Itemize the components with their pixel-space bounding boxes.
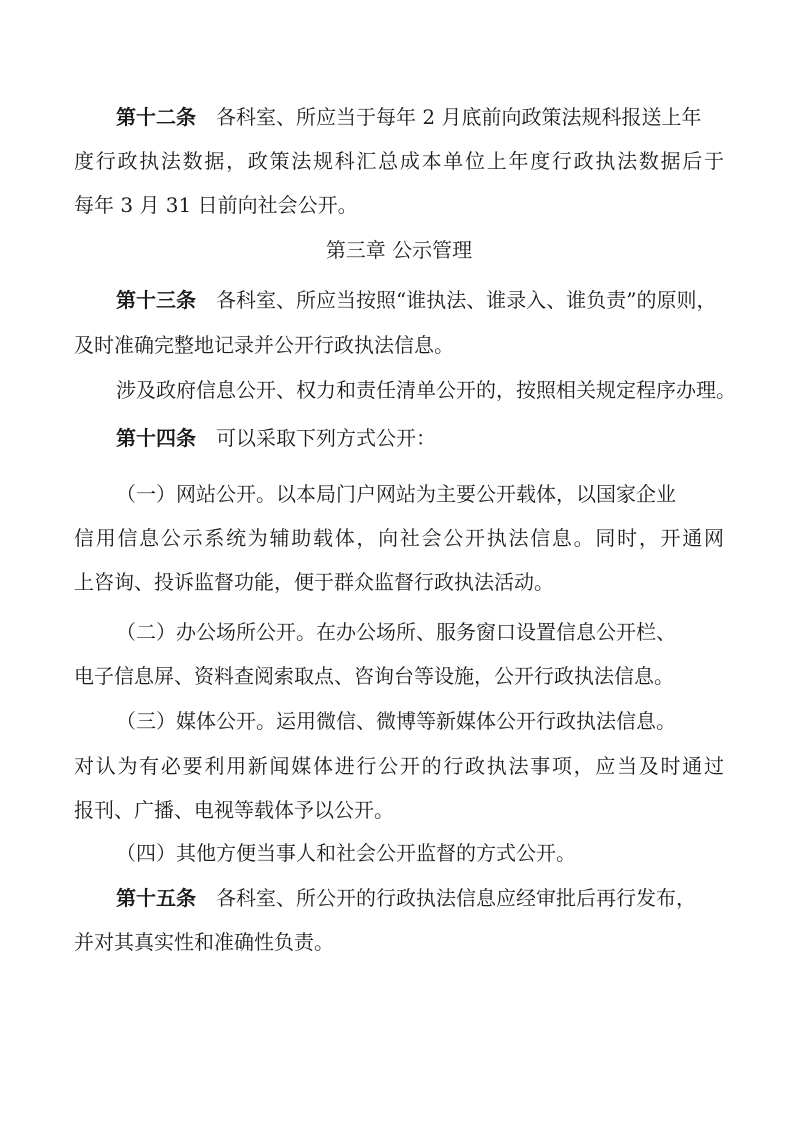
article-13-line-2: 及时准确完整地记录并公开行政执法信息。 <box>74 333 454 357</box>
item-3-line-2: 对认为有必要利用新闻媒体进行公开的行政执法事项，应当及时通过 <box>74 754 724 778</box>
item-1-line-2: 信用信息公示系统为辅助载体，向社会公开执法信息。同时，开通网 <box>74 526 724 550</box>
item-2-line-2: 电子信息屏、资料查阅索取点、咨询台等设施，公开行政执法信息。 <box>74 664 674 688</box>
article-14-text: 可以采取下列方式公开： <box>216 426 436 450</box>
article-15-text: 各科室、所公开的行政执法信息应经审批后再行发布， <box>216 886 696 910</box>
item-2-line-1: （二）办公场所公开。在办公场所、服务窗口设置信息公开栏、 <box>116 620 676 644</box>
article-15-line-2: 并对其真实性和准确性负责。 <box>74 930 334 954</box>
article-13-first-line <box>116 285 724 315</box>
item-1-line-1: （一）网站公开。以本局门户网站为主要公开载体，以国家企业 <box>116 482 676 506</box>
article-15-title: 第十五条 <box>116 886 196 910</box>
article-12-first-line <box>116 102 724 132</box>
article-12-line-2: 度行政执法数据，政策法规科汇总成本单位上年度行政执法数据后于 <box>74 149 724 173</box>
article-14-first-line <box>116 423 724 453</box>
article-12-line-3: 每年 3 月 31 日前向社会公开。 <box>74 193 358 217</box>
article-13-paragraph-2: 涉及政府信息公开、权力和责任清单公开的，按照相关规定程序办理。 <box>116 378 736 402</box>
item-3-line-1: （三）媒体公开。运用微信、微博等新媒体公开行政执法信息。 <box>116 709 676 733</box>
article-13-text: 各科室、所应当按照“谁执法、谁录入、谁负责”的原则， <box>216 288 717 312</box>
article-13-title: 第十三条 <box>116 288 196 312</box>
item-3-line-3: 报刊、广播、电视等载体予以公开。 <box>74 798 394 822</box>
article-12-text: 各科室、所应当于每年 2 月底前向政策法规科报送上年 <box>216 105 702 129</box>
chapter-3-heading: 第三章 公示管理 <box>325 238 473 262</box>
article-12-title: 第十二条 <box>116 105 196 129</box>
article-14-title: 第十四条 <box>116 426 196 450</box>
item-4-line-1: （四）其他方便当事人和社会公开监督的方式公开。 <box>116 841 576 865</box>
article-15-first-line <box>116 883 724 913</box>
item-1-line-3: 上咨询、投诉监督功能，便于群众监督行政执法活动。 <box>74 570 554 594</box>
